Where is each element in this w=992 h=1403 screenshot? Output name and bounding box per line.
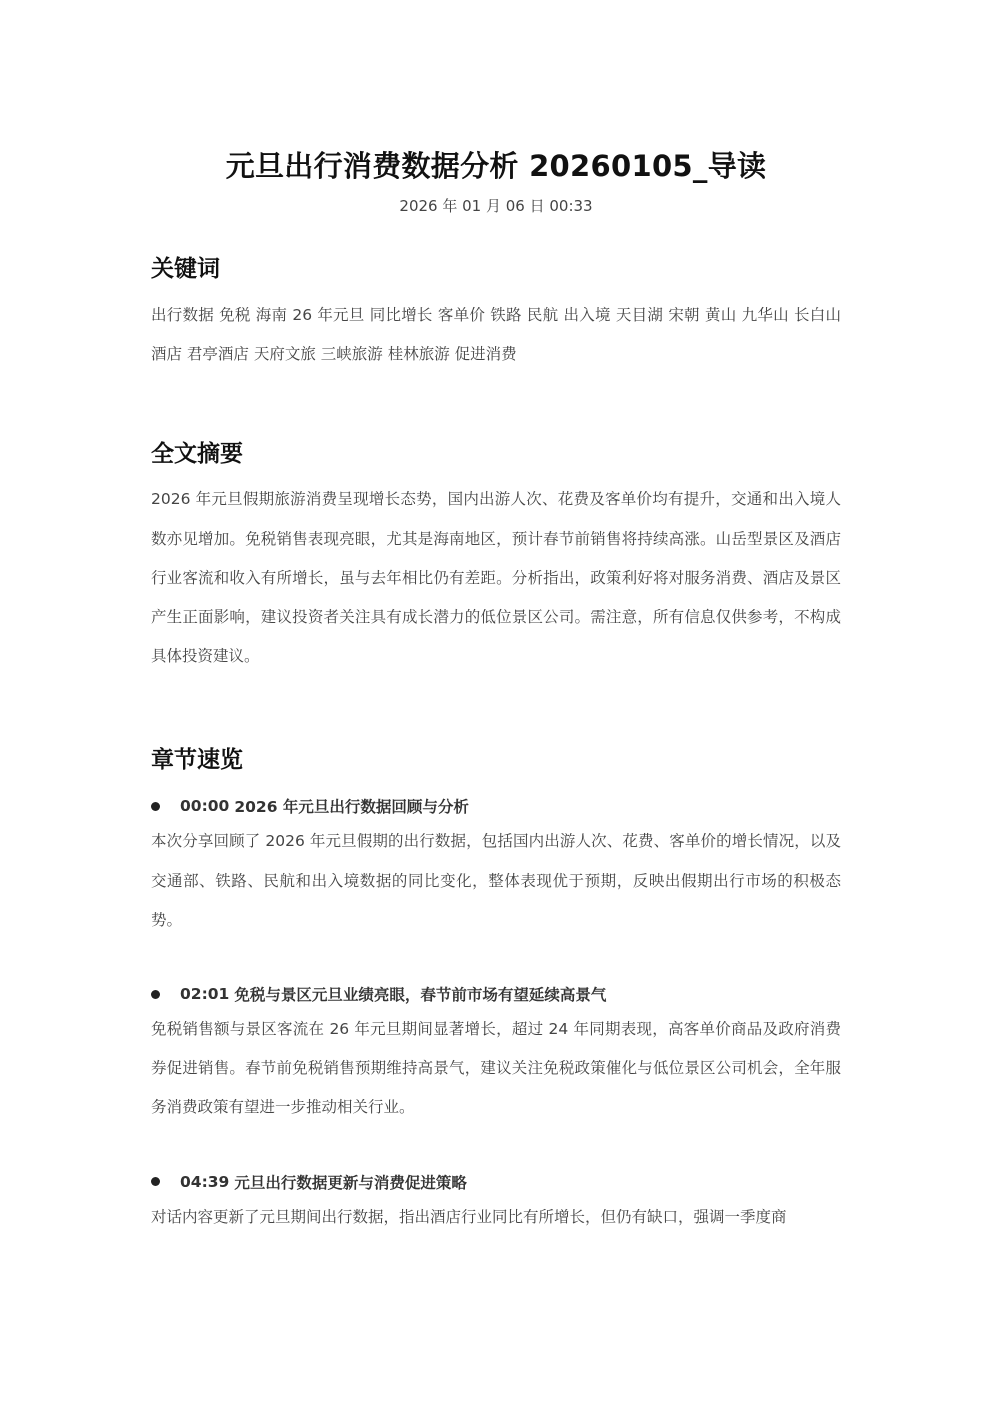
chapter-summary: 对话内容更新了元旦期间出行数据，指出酒店行业同比有所增长，但仍有缺口，强调一季度商 [151,1207,787,1226]
chapter-title: 元旦出行数据更新与消费促进策略 [234,1173,467,1192]
chapters-heading: 章节速览 [151,747,243,774]
chapter-header [151,979,841,1009]
chapter-header [151,1167,841,1197]
chapter-summary: 本次分享回顾了 2026 年元旦假期的出行数据，包括国内出游人次、花费、客单价的增长情况，以及交通部、铁路、民航和出入境数据的同比变化，整体表现优于预期，反映出假期出行市场的积极态势。 [151,832,841,929]
document-date: 2026 年 01 月 06 日 00:33 [399,197,593,215]
document-title: 元旦出行消费数据分析 20260105_导读 [225,149,767,183]
bullet-icon [151,990,160,999]
bullet-icon [151,802,160,811]
chapter-header [151,791,841,821]
chapter-title: 2026 年元旦出行数据回顾与分析 [234,798,469,817]
chapter-item [151,1167,841,1237]
bullet-icon [151,1177,160,1186]
chapter-timestamp: 02:01 [180,985,230,1004]
chapter-timestamp: 04:39 [180,1172,230,1191]
chapter-summary: 免税销售额与景区客流在 26 年元旦期间显著增长，超过 24 年同期表现，高客单价商品及政府消费券促进销售。春节前免税销售预期维持高景气，建议关注免税政策催化与低位景区公司机会，全年服务消费政策有望进一步推动相关行业。 [151,1020,841,1117]
chapter-timestamp: 00:00 [180,797,230,816]
keywords-heading: 关键词 [151,256,220,282]
summary-heading: 全文摘要 [151,441,243,468]
keywords-text: 出行数据 免税 海南 26 年元旦 同比增长 客单价 铁路 民航 出入境 天目湖 宋朝 黄山 九华山 长白山 酒店 君亭酒店 天府文旅 三峡旅游 桂林旅游 促进消费 [151,306,841,364]
chapter-title: 免税与景区元旦业绩亮眼，春节前市场有望延续高景气 [234,986,607,1005]
summary-text: 2026 年元旦假期旅游消费呈现增长态势，国内出游人次、花费及客单价均有提升，交通和出入境人数亦见增加。免税销售表现亮眼，尤其是海南地区，预计春节前销售将持续高涨。山岳型景区及酒店行业客流和收入有所增长，虽与去年相比仍有差距。分析指出，政策利好将对服务消费、酒店及景区产生正面影响，建议投资者关注具有成长潜力的低位景区公司。需注意，所有信息仅供参考，不构成具体投资建议。 [151,490,841,666]
chapter-item [151,979,841,1128]
chapter-item [151,791,841,940]
